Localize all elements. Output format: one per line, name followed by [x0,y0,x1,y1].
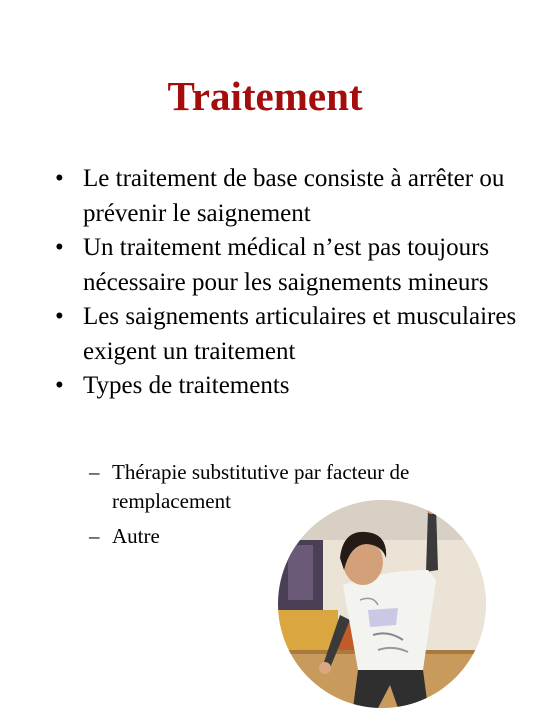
girl-photo-illustration [278,500,486,708]
bullet-marker: • [55,303,64,330]
sub-bullet-marker: – [89,460,100,484]
slide-title: Traitement [167,73,363,119]
sub-bullet-marker: – [89,524,100,548]
circular-photo [278,500,486,708]
bullet-text: Le traitement de base consiste à arrêter ou prévenir le saignement [83,165,505,227]
bullet-text: Un traitement médical n’est pas toujours nécessaire pour les saignements mineurs [83,234,490,296]
bullet-item [0,162,520,231]
bullet-marker: • [55,165,64,192]
sub-bullet-text: Autre [112,524,160,548]
bullet-item [0,300,520,369]
bullet-marker: • [55,372,64,399]
bullet-list [0,162,520,404]
bullet-item [0,369,520,404]
bullet-text: Les saignements articulaires et musculaires exigent un traitement [83,303,517,365]
bullet-text: Types de traitements [83,372,290,399]
sub-bullet-text: Thérapie substitutive par facteur de remplacement [112,460,410,513]
sub-bullet-item [0,458,520,516]
bullet-item [0,231,520,300]
bullet-marker: • [55,234,64,261]
